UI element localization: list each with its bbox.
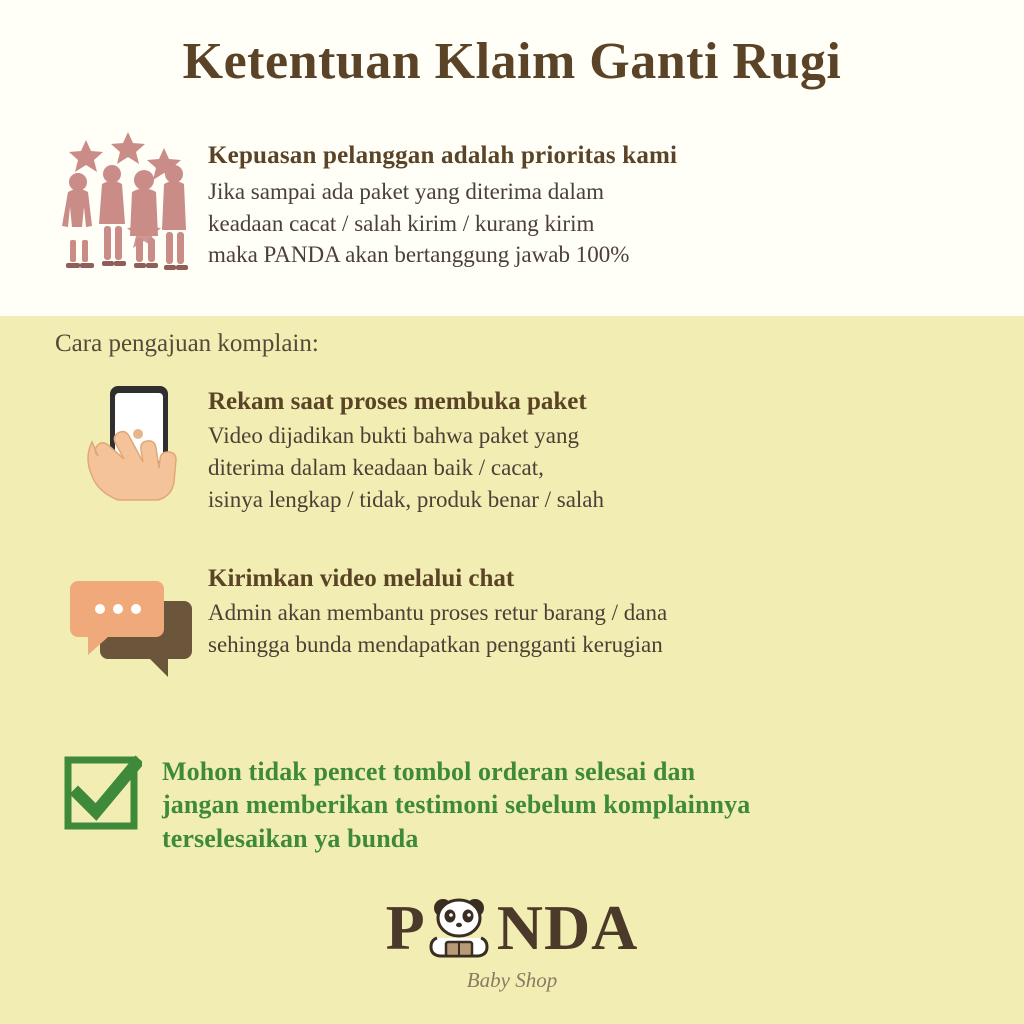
intro-line: maka PANDA akan bertanggung jawab 100% bbox=[208, 242, 630, 268]
warning-note bbox=[162, 755, 952, 855]
step-line: diterima dalam keadaan baik / cacat, bbox=[208, 455, 544, 481]
panda-icon bbox=[423, 892, 495, 964]
step-body bbox=[208, 420, 978, 517]
note-line: terselesaikan ya bunda bbox=[162, 823, 419, 853]
intro-line: Jika sampai ada paket yang diterima dalam bbox=[208, 179, 604, 204]
step-heading: Rekam saat proses membuka paket bbox=[208, 388, 587, 415]
intro-body bbox=[208, 176, 978, 271]
logo-letters-nda: NDA bbox=[496, 892, 639, 963]
chat-bubble-icon bbox=[70, 575, 200, 685]
intro-line: keadaan cacat / salah kirim / kurang kirim bbox=[208, 210, 595, 236]
note-line: Mohon tidak pencet tombol orderan selesai dan bbox=[162, 757, 696, 786]
brand-logo bbox=[0, 892, 1024, 993]
step-body bbox=[208, 597, 998, 661]
logo-letter-p: P bbox=[385, 892, 425, 963]
intro-heading: Kepuasan pelanggan adalah prioritas kami bbox=[208, 142, 678, 169]
logo-tagline: Baby Shop bbox=[466, 968, 558, 992]
hand-holding-phone-icon bbox=[82, 384, 202, 524]
section-label: Cara pengajuan komplain: bbox=[55, 330, 319, 357]
step-2 bbox=[208, 565, 998, 661]
step-1 bbox=[208, 388, 978, 517]
step-line: isinya lengkap / tidak, produk benar / salah bbox=[208, 487, 605, 513]
intro-block bbox=[208, 142, 978, 271]
family-group-icon bbox=[56, 130, 196, 280]
step-line: Video dijadikan bukti bahwa paket yang bbox=[208, 423, 579, 448]
green-checkmark-icon bbox=[64, 754, 142, 832]
page-title: Ketentuan Klaim Ganti Rugi bbox=[182, 33, 842, 90]
note-line: jangan memberikan testimoni sebelum komplainnya bbox=[162, 790, 751, 820]
step-line: sehingga bunda mendapatkan pengganti kerugian bbox=[208, 632, 663, 658]
step-line: Admin akan membantu proses retur barang / dana bbox=[208, 600, 668, 625]
step-heading: Kirimkan video melalui chat bbox=[208, 565, 515, 592]
